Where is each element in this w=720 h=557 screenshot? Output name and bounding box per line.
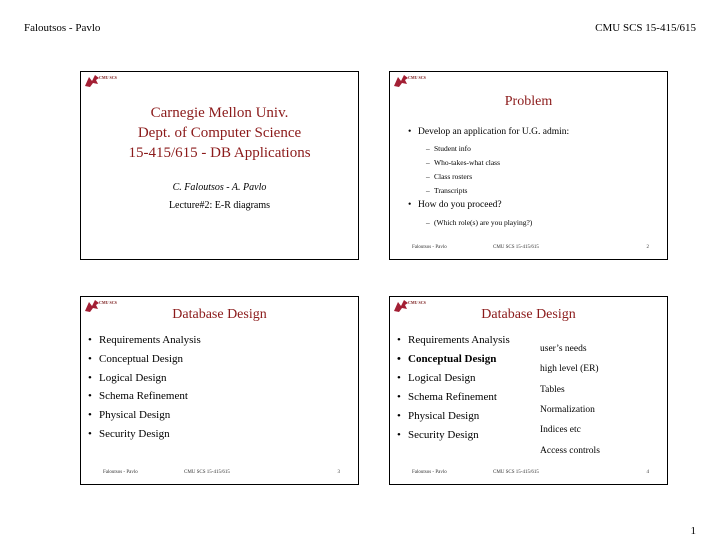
slide-title: Database Design [172,307,267,322]
bullet: • Physical Design [408,410,479,422]
slide-footer-mid: CMU SCS 15-415/615 [184,470,230,475]
slide-footer-mid: CMU SCS 15-415/615 [493,470,539,475]
sub-bullet: – (Which role(s) are you playing?) [434,218,532,227]
slide-4 [389,296,668,485]
bullet: • Requirements Analysis [99,334,201,346]
design-note: Normalization [540,405,595,415]
bullet: • Logical Design [408,372,476,384]
design-note: Tables [540,385,565,395]
slide-number: 2 [646,245,649,250]
slide-footer-left: Faloutsos - Pavlo [412,245,447,250]
page-header-right: CMU SCS 15-415/615 [595,22,696,34]
bullet: • How do you proceed? [418,200,502,210]
bullet: • Schema Refinement [99,390,188,402]
slide-title: Database Design [481,307,576,322]
bullet: • Develop an application for U.G. admin: [418,127,569,137]
bullet: • Schema Refinement [408,391,497,403]
bullet: • Requirements Analysis [408,334,510,346]
slide-footer-mid: CMU SCS 15-415/615 [493,245,539,250]
bullet: • Logical Design [99,372,167,384]
slide-number: 4 [646,470,649,475]
design-note: Access controls [540,446,600,456]
slide-brand: CMU SCS [99,300,117,305]
bullet: • Physical Design [99,409,170,421]
author: C. Faloutsos - A. Pavlo [172,182,267,193]
lecture-title: Lecture#2: E-R diagrams [168,200,271,211]
slide-3 [80,296,359,485]
slide-title: Problem [504,94,553,109]
slide-footer-left: Faloutsos - Pavlo [103,470,138,475]
griffin-logo-icon [393,74,409,88]
page-number: 1 [690,525,696,537]
slide-brand: CMU SCS [99,75,117,80]
sub-bullet: – Class rosters [434,172,472,181]
design-note: Indices etc [540,425,581,435]
title-line-2: Dept. of Computer Science [137,125,302,141]
design-note: user’s needs [540,344,587,354]
griffin-logo-icon [84,74,100,88]
slide-number: 3 [337,470,340,475]
slide-brand: CMU SCS [408,75,426,80]
title-line-3: 15-415/615 - DB Applications [128,145,311,161]
slide-1 [80,71,359,260]
sub-bullet: – Transcripts [434,186,467,195]
bullet: • Security Design [408,429,479,441]
bullet: • Security Design [99,428,170,440]
slide-brand: CMU SCS [408,300,426,305]
title-line-1: Carnegie Mellon Univ. [150,105,289,121]
sub-bullet: – Student info [434,144,471,153]
design-note: high level (ER) [540,364,599,374]
slide-2 [389,71,668,260]
sub-bullet: – Who-takes-what class [434,158,500,167]
bullet: • Conceptual Design [99,353,183,365]
page-header-left: Faloutsos - Pavlo [24,22,101,34]
slide-footer-left: Faloutsos - Pavlo [412,470,447,475]
bullet-highlighted: • Conceptual Design [408,353,496,365]
